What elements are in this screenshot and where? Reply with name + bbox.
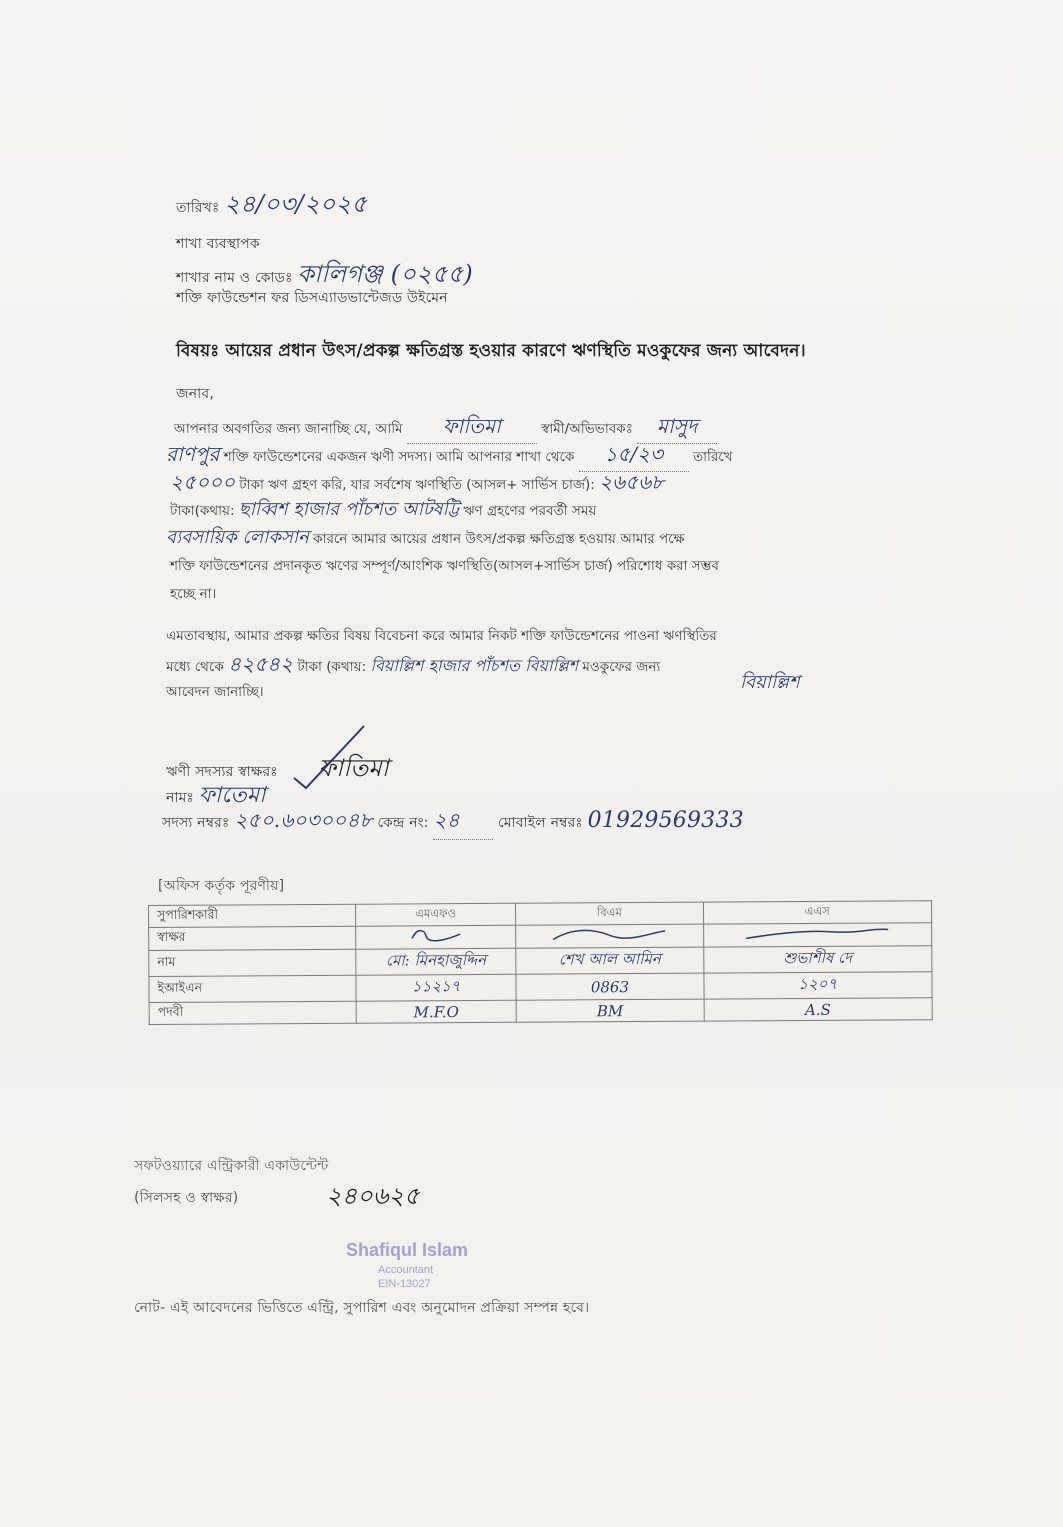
accountant-label: সফটওয়্যারে এন্ট্রিকারী একাউন্টেন্ট [134, 1158, 329, 1174]
name-cell: শুভাশীষ দে [703, 946, 932, 973]
row-label: পদবী [149, 1001, 356, 1024]
signature-scribble-icon [406, 926, 466, 944]
para1-line4 [170, 496, 596, 525]
signature-value: ফাতিমা [318, 754, 389, 782]
signature-scribble-icon [742, 923, 892, 942]
row-label: স্বাক্ষর [149, 926, 356, 950]
waiver-amount-hand: ৪২৫৪২ [228, 652, 294, 676]
center-value: ২৪ [433, 808, 460, 832]
designation-cell: A.S [704, 998, 933, 1021]
para2-line3: আবেদন জানাচ্ছি। [166, 684, 264, 700]
p1-text: টাকা(কথায়: [170, 503, 235, 519]
signature-cell [703, 923, 932, 947]
balance-hand: ২৬৫৬৮ [599, 470, 665, 494]
mobile-value: 01929569333 [587, 808, 744, 833]
p1-text: কারনে আমার আয়ের প্রধান উৎস/প্রকল্প ক্ষতিগ্রস্ত হওয়ায় আমার পক্ষে [313, 531, 685, 547]
manager-label: শাখা ব্যবস্থাপক [176, 236, 260, 252]
p1-text: ঋণ গ্রহণের পরবর্তী সময় [463, 503, 597, 519]
p1-text: শক্তি ফাউন্ডেশনের একজন ঋণী সদস্য। আমি আপনার শাখা থেকে [223, 449, 575, 465]
accountant-seal-label: (সিলসহ ও স্বাক্ষর) [134, 1190, 239, 1206]
signature-cell [516, 924, 703, 948]
designation-cell: M.F.O [356, 1000, 516, 1023]
col-header: বিএম [516, 902, 703, 925]
name-cell: শেখ আল আমিন [516, 947, 704, 974]
subject: বিষয়ঃ আয়ের প্রধান উৎস/প্রকল্প ক্ষতিগ্রস্ত হওয়ার কারণে ঋণস্থিতি মওকুফের জন্য আবেদন। [176, 341, 806, 361]
para1-line7: হচ্ছে না। [170, 586, 217, 602]
location-hand: রাণপুর [166, 442, 220, 466]
ein-cell: ১২০৭ [704, 972, 933, 999]
designation-cell: BM [516, 999, 703, 1022]
reason-hand: ব্যবসায়িক লোকসান [166, 527, 309, 548]
date-line [176, 186, 367, 226]
waiver-words-hand: বিয়াল্লিশ হাজার পাঁচশত বিয়াল্লিশ [370, 656, 579, 675]
para1-line6: শক্তি ফাউন্ডেশনের প্রদানকৃত ঋণের সম্পূর্ণ/আংশিক ঋণস্থিতি(আসল+সার্ভিস চার্জ) পরিশোধ করা সম্ভব [170, 558, 719, 574]
p2-text: মধ্যে থেকে [166, 659, 224, 675]
date-label: তারিখঃ [176, 200, 220, 216]
loan-date-hand: ১৫/২৩ [604, 442, 664, 466]
p1-text: টাকা ঋণ গ্রহণ করি, যার সর্বশেষ ঋণস্থিতি (আসল+ সার্ভিস চার্জ): [239, 477, 595, 493]
member-number-line [162, 806, 744, 840]
org-name: শক্তি ফাউন্ডেশন ফর ডিসএ্যাডভান্টেজড উইমেন [176, 290, 448, 306]
office-table [148, 900, 933, 1025]
office-heading: [অফিস কর্তৃক পূরণীয়] [158, 878, 285, 894]
col-header: এএস [703, 901, 932, 924]
accountant-signature-date: ২৪০৬২৫ [326, 1182, 420, 1210]
para1-line3 [170, 468, 664, 499]
member-name-hand: ফাতিমা [442, 414, 501, 438]
ein-cell: 0863 [516, 973, 704, 1000]
mobile-label: মোবাইল নম্বরঃ [498, 815, 583, 831]
salutation: জনাব, [176, 386, 214, 402]
p2-text: মওকুফের জন্য [582, 659, 661, 675]
row-label: ইআইএন [149, 975, 356, 1002]
row-label: সুপারিশকারী [149, 904, 356, 927]
table-row [149, 998, 932, 1025]
para2-line1: এমতাবস্থায়, আমার প্রকল্প ক্ষতির বিষয় বিবেচনা করে আমার নিকট শক্তি ফাউন্ডেশনের পাওনা ঋণস্থিতির [166, 628, 717, 644]
balance-words-hand: ছাব্বিশ হাজার পাঁচশত আটষট্টি [238, 499, 460, 520]
branch-value: কালিগঞ্জ (০২৫৫) [297, 260, 473, 288]
signature-label: ঋণী সদস্যর স্বাক্ষরঃ [166, 764, 278, 780]
loan-amount-hand: ২৫০০০ [170, 470, 235, 494]
footer-note: নোট- এই আবেদনের ভিত্তিতে এন্ট্রি, সুপারিশ এবং অনুমোদন প্রক্রিয়া সম্পন্ন হবে। [134, 1300, 590, 1316]
name-value: ফাতেমা [198, 783, 266, 808]
table-row [149, 972, 932, 1003]
para2-line2 [166, 650, 660, 681]
row-label: নাম [149, 949, 356, 976]
accountant-stamp-name: Shafiqul Islam [346, 1240, 469, 1260]
accountant-stamp-title: Accountant [378, 1264, 434, 1276]
branch-label: শাখার নাম ও কোডঃ [176, 270, 293, 286]
p1-text: তারিখে [692, 449, 733, 465]
center-label: কেন্দ্র নং: [377, 815, 429, 831]
col-header: এমএফও [355, 903, 515, 926]
ein-cell: ১১২১৭ [356, 974, 516, 1001]
name-label: নামঃ [166, 790, 195, 806]
p2-text: টাকা (কথায়: [297, 659, 367, 675]
p1-text: স্বামী/অভিভাবকঃ [541, 421, 633, 437]
table-row [149, 946, 932, 977]
waiver-words-hand-2: বিয়াল্লিশ [740, 672, 800, 693]
member-no-value: ২৫০.৬০৩০০৪৮ [234, 808, 373, 832]
signature-scribble-icon [550, 925, 670, 944]
name-cell: মো: মিনহাজুদ্দিন [356, 948, 516, 975]
p1-text: আপনার অবগতির জন্য জানাচ্ছি যে, আমি [174, 421, 403, 437]
date-value: ২৪/০৩/২০২৫ [224, 190, 368, 218]
signature-cell [356, 925, 516, 949]
accountant-stamp-id: EIN-13027 [378, 1278, 431, 1290]
guardian-name-hand: মাসুদ [656, 414, 698, 438]
para1-line5 [166, 524, 685, 553]
member-no-label: সদস্য নম্বরঃ [162, 815, 230, 831]
